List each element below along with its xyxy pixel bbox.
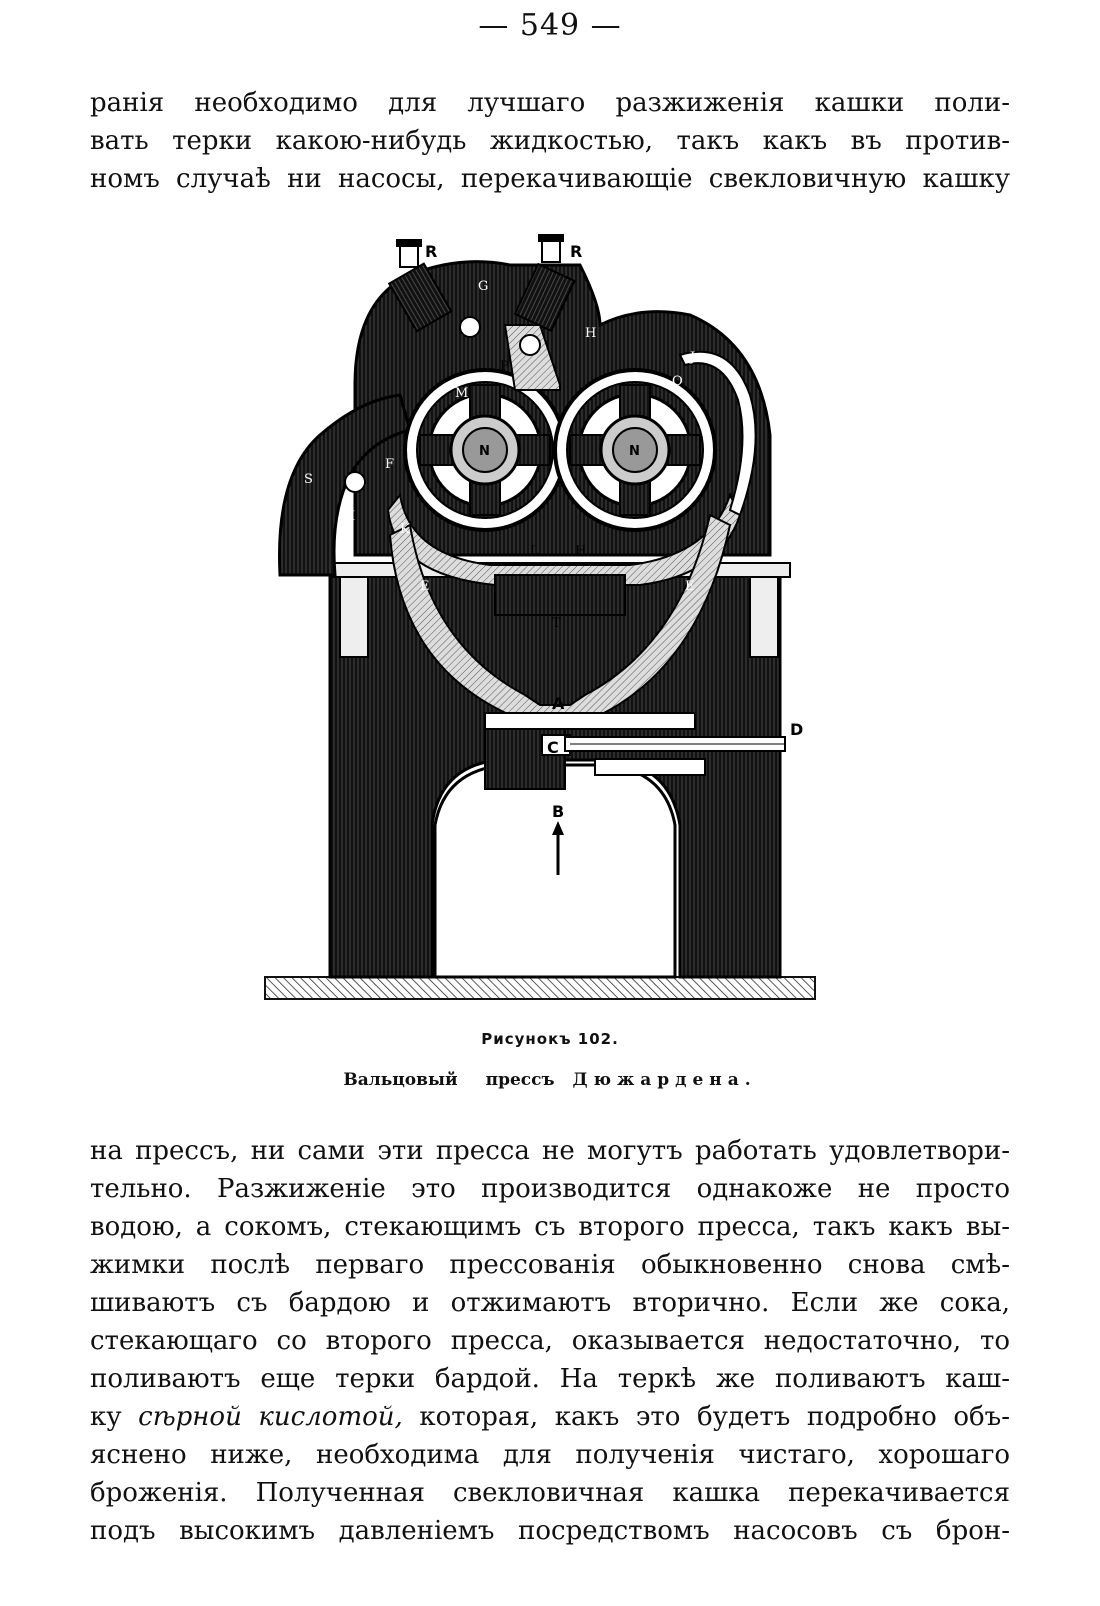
bottom-paragraph (90, 1132, 1010, 1550)
slot-T (495, 575, 625, 615)
label-C: C (547, 738, 559, 757)
text-line: броженія. Полученная свекловичная кашка перекачивается (90, 1478, 1010, 1508)
text-line: номъ случаѣ ни насосы, перекачивающіе свекловичную кашку (90, 164, 1010, 194)
text-line: на прессъ, ни сами эти пресса не могутъ работать удовлетвори- (90, 1136, 1010, 1166)
label-J: J (690, 350, 696, 365)
ground-base (265, 977, 815, 999)
roller-press-engraving (260, 225, 820, 1015)
top-paragraph (90, 84, 1010, 198)
label-G: G (478, 279, 489, 294)
label-N-right: N (629, 444, 640, 459)
label-P: P (500, 359, 509, 374)
page-number: — 549 — (478, 8, 622, 43)
figure-title (0, 1070, 1100, 1090)
label-H-lower: H (575, 544, 587, 559)
label-H: H (585, 326, 597, 341)
text-line: подъ высокимъ давленіемъ посредствомъ насосовъ съ брон- (90, 1516, 1010, 1546)
text-fragment: которая, какъ это будетъ подробно объ- (402, 1402, 1010, 1432)
label-S: S (304, 472, 313, 487)
label-I: I (350, 509, 356, 524)
label-R-left: R (425, 242, 438, 261)
label-D: D (790, 720, 804, 739)
figure-title-word: прессъ (485, 1070, 555, 1090)
label-E-right: E (685, 579, 695, 594)
text-line: поливаютъ еще терки бардой. На теркѣ же поливаютъ каш- (90, 1364, 1010, 1394)
text-line: жимки послѣ перваго прессованія обыкновенно снова смѣ- (90, 1250, 1010, 1280)
frame-arch (435, 765, 675, 977)
text-line: стекающаго со второго пресса, оказывается недостаточно, то (90, 1326, 1010, 1356)
label-E-left: E (420, 579, 430, 594)
label-R-right: R (570, 242, 583, 261)
text-line: тельно. Разжиженіе это производится однакоже не просто (90, 1174, 1010, 1204)
label-T: T (552, 616, 561, 631)
text-line (90, 1398, 1010, 1436)
label-M: M (455, 386, 469, 401)
figure-title-word: Вальцовый (343, 1070, 458, 1090)
text-line: ранія необходимо для лучшаго разжиженія кашки поли- (90, 88, 1010, 118)
figure-title-word: Дюжардена. (572, 1070, 757, 1090)
text-line: шиваютъ съ бардою и отжимаютъ вторично. Если же сока, (90, 1288, 1010, 1318)
text-fragment: ку (90, 1402, 139, 1432)
label-L: L (530, 544, 539, 559)
text-line: вать терки какою-нибудь жидкостью, такъ какъ въ против- (90, 126, 1010, 156)
italic-emphasis: сѣрной кислотой, (138, 1402, 403, 1432)
label-O: O (672, 374, 683, 389)
text-line: яснено ниже, необходима для полученія чистаго, хорошаго (90, 1440, 1010, 1470)
label-F: F (385, 457, 395, 472)
label-A: A (552, 694, 565, 713)
text-line: водою, а сокомъ, стекающимъ съ второго пресса, такъ какъ вы- (90, 1212, 1010, 1242)
label-B: B (552, 802, 565, 821)
figure-number: Рисунокъ 102. (481, 1030, 619, 1048)
label-K: K (400, 522, 410, 537)
label-N-left: N (479, 444, 490, 459)
